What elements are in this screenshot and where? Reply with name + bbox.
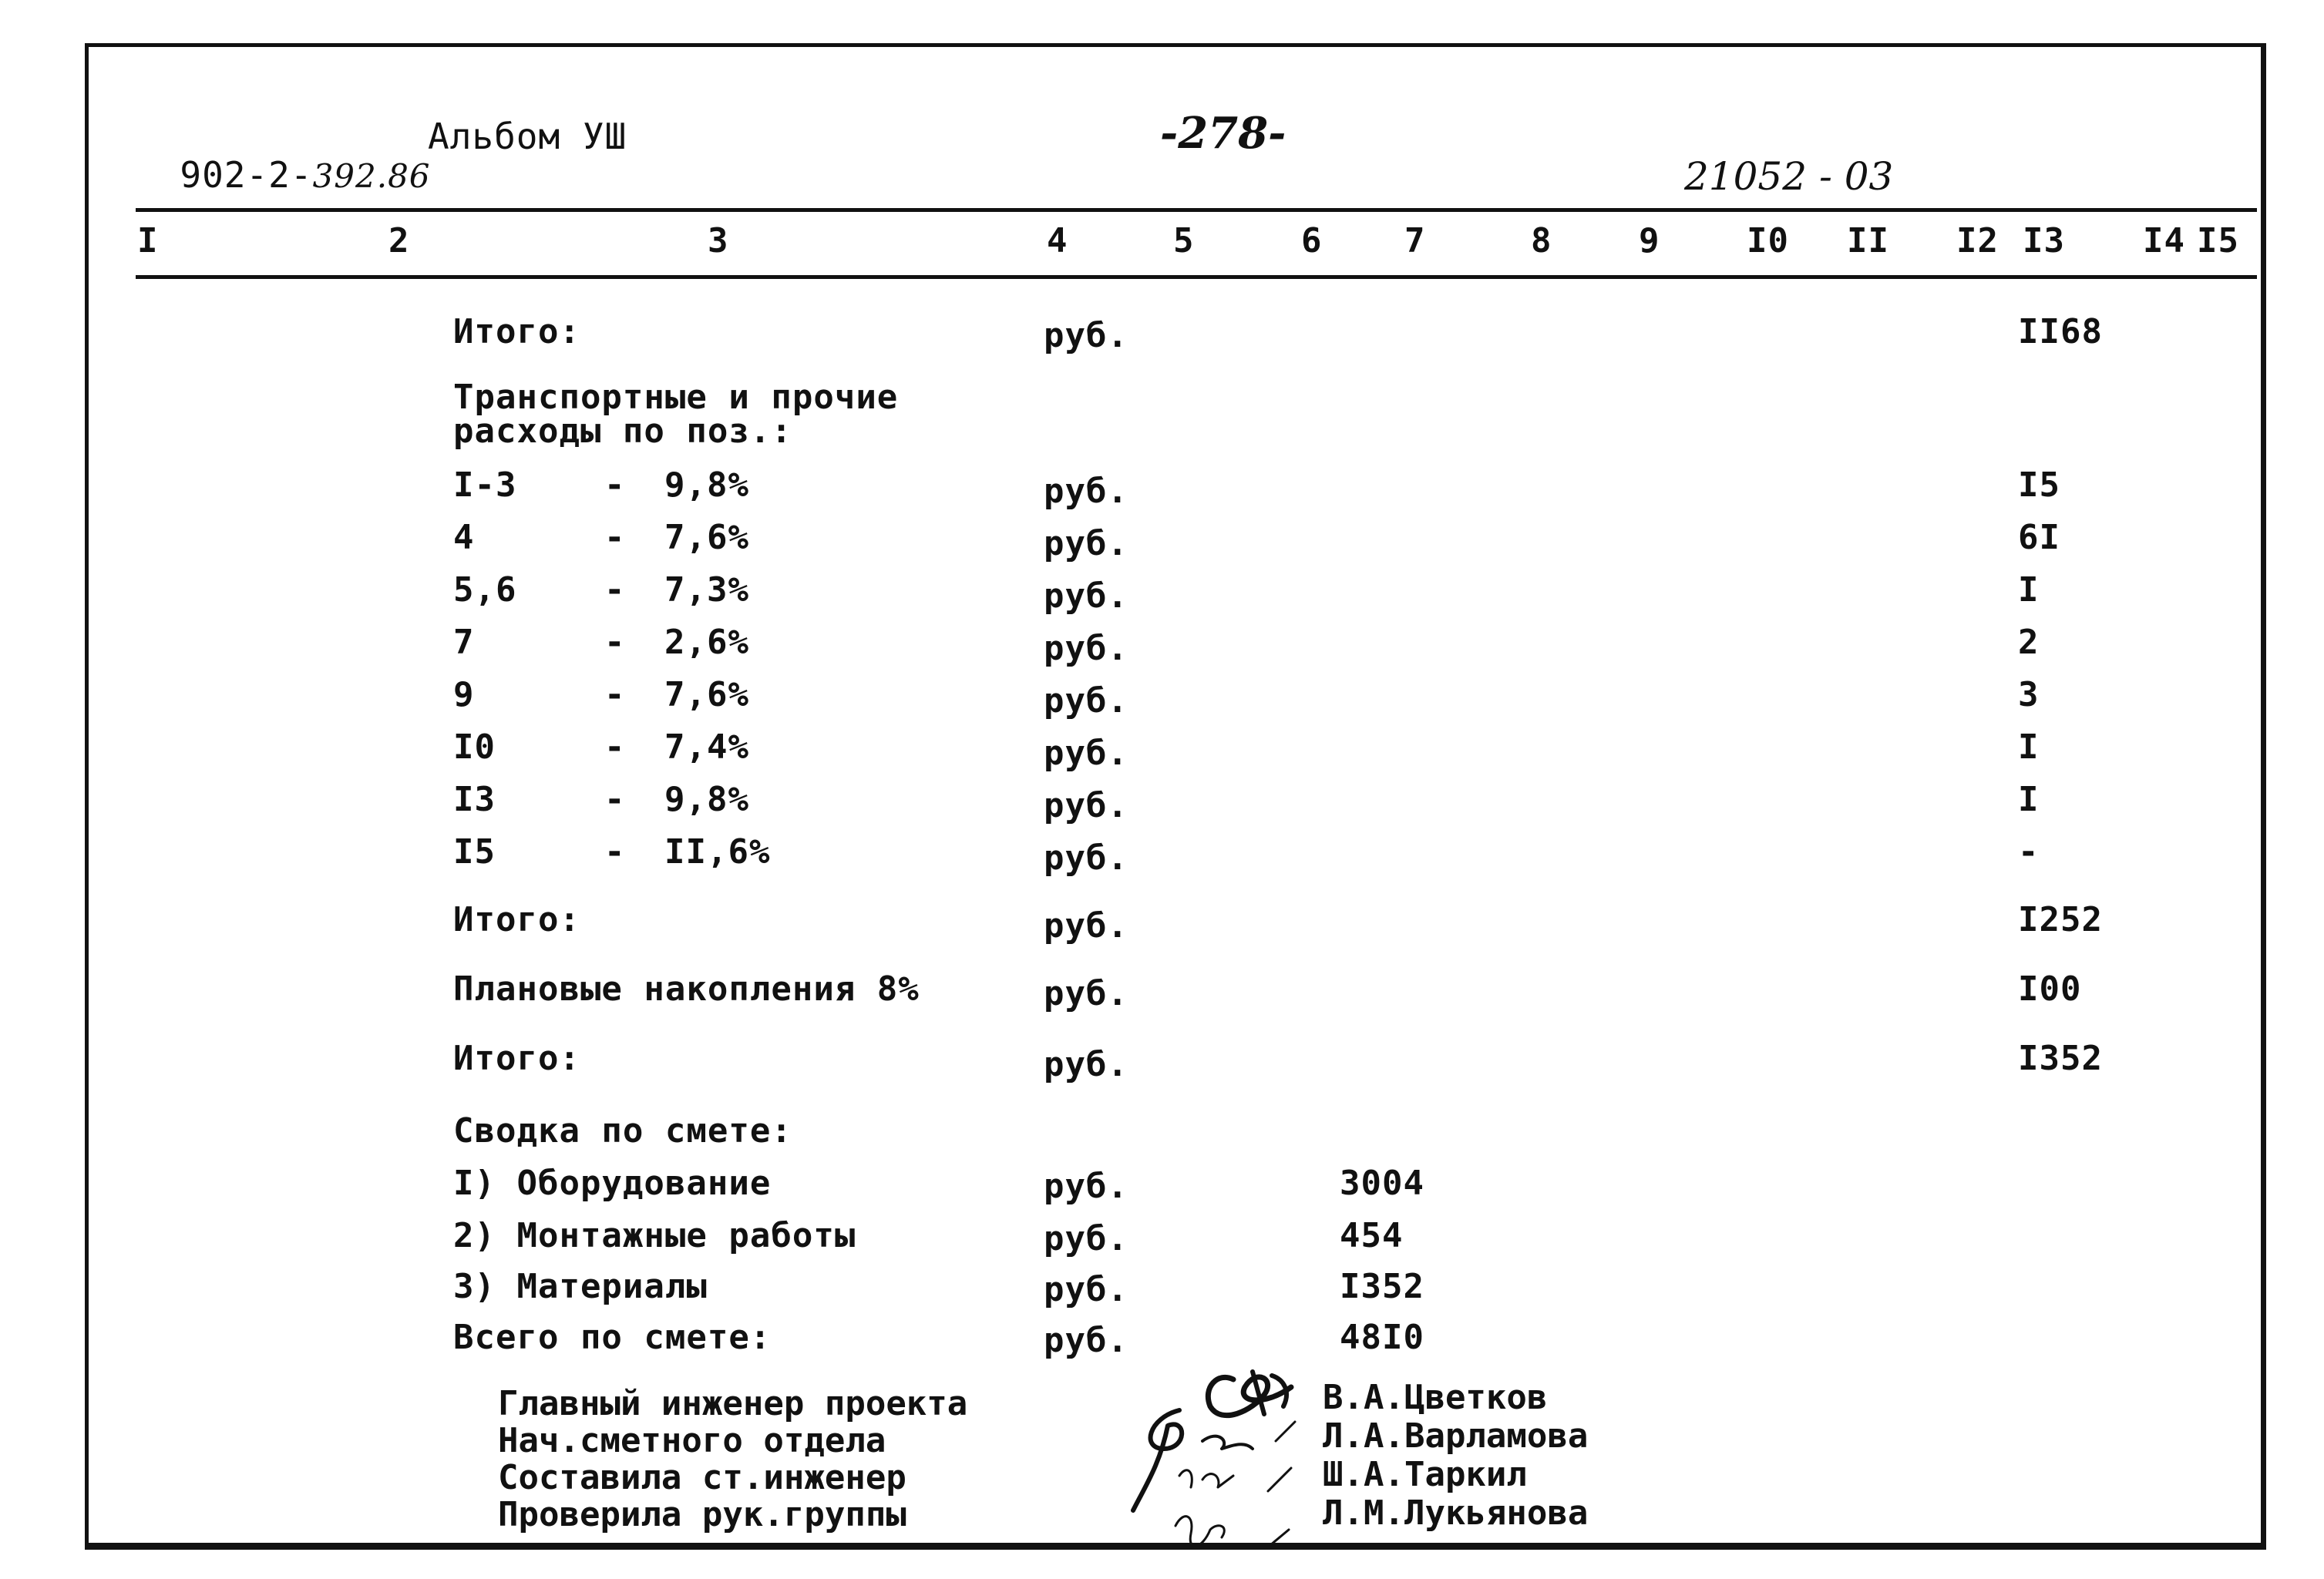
percent-cell: 7,6% [664,675,749,714]
dash-cell: - [604,570,626,610]
unit-cell: руб. [1044,629,1128,668]
transport-title: расходы по поз.: [453,412,792,451]
unit-cell: руб. [1044,472,1128,511]
percent-cell: II,6% [664,832,771,872]
unit-cell: руб. [1044,524,1128,563]
col-number: II [1847,221,1889,260]
col-number: I5 [2197,221,2239,260]
unit-cell: руб. [1044,838,1128,878]
unit-cell: руб. [1044,576,1128,616]
col-number: I2 [1956,221,1999,260]
handwritten-signatures [1087,1333,1341,1564]
dash-cell: - [604,675,626,714]
position-cell: I5 [453,832,496,872]
col-number: 3 [708,221,729,260]
unit-cell: руб. [1044,1321,1128,1360]
position-cell: 7 [453,623,475,662]
value-cell: 2 [2018,623,2040,662]
unit-cell: руб. [1044,974,1128,1013]
col-number: I4 [2143,221,2185,260]
col-number: I0 [1747,221,1789,260]
signer-role: Составила ст.инженер [498,1458,906,1497]
signer-role: Нач.сметного отдела [498,1421,886,1460]
unit-cell: руб. [1044,734,1128,773]
transport-title: Транспортные и прочие [453,378,899,417]
value-cell: 6I [2018,518,2060,557]
position-cell: 4 [453,518,475,557]
summary-label: I) Оборудование [453,1164,772,1203]
dash-cell: - [604,623,626,662]
unit-cell: руб. [1044,906,1128,946]
unit-cell: руб. [1044,786,1128,825]
sheet-code: 21052 - 03 [1684,154,1894,199]
unit-cell: руб. [1044,316,1128,355]
itogo-label: Итого: [453,312,580,351]
value-cell: I [2018,780,2040,819]
page-number: -278- [1160,108,1286,159]
value-cell: I00 [2018,969,2082,1009]
col-number: I3 [2023,221,2065,260]
album-label: Альбом УШ [428,116,627,157]
doc-handwritten-number: 392.86 [312,157,431,195]
col-number: 5 [1173,221,1195,260]
unit-cell: руб. [1044,681,1128,721]
signer-name: Л.М.Лукьянова [1323,1493,1589,1533]
percent-cell: 7,6% [664,518,749,557]
percent-cell: 9,8% [664,780,749,819]
col-number: 7 [1404,221,1426,260]
summary-label: 3) Материалы [453,1267,708,1306]
col-number: I [137,221,159,260]
value-cell: I352 [2018,1039,2103,1078]
value-cell: 3004 [1340,1164,1424,1203]
value-cell: I [2018,727,2040,767]
signer-name: Ш.А.Таркил [1323,1455,1527,1494]
summary-title: Сводка по смете: [453,1111,792,1151]
header-bottom-rule [136,275,2257,279]
position-cell: I3 [453,780,496,819]
summary-label: 2) Монтажные работы [453,1216,856,1255]
unit-cell: руб. [1044,1219,1128,1258]
position-cell: I-3 [453,465,517,505]
summary-label: Всего по смете: [453,1318,772,1357]
value-cell: 48I0 [1340,1318,1424,1357]
planned-accumulation-label: Плановые накопления 8% [453,969,920,1009]
percent-cell: 9,8% [664,465,749,505]
value-cell: 3 [2018,675,2040,714]
dash-cell: - [604,727,626,767]
signer-name: В.А.Цветков [1323,1378,1548,1417]
signer-name: Л.А.Варламова [1323,1416,1589,1456]
value-cell: I252 [2018,900,2103,939]
doc-number [136,113,431,196]
value-cell: I352 [1340,1267,1424,1306]
position-cell: I0 [453,727,496,767]
col-number: 8 [1531,221,1552,260]
header-top-rule [136,208,2257,212]
unit-cell: руб. [1044,1045,1128,1084]
col-number: 9 [1639,221,1660,260]
signer-role: Главный инженер проекта [498,1384,968,1423]
itogo-label: Итого: [453,900,580,939]
dash-cell: - [604,832,626,872]
position-cell: 5,6 [453,570,517,610]
dash-cell: - [604,465,626,505]
value-cell: I [2018,570,2040,610]
percent-cell: 2,6% [664,623,749,662]
col-number: 4 [1047,221,1068,260]
value-cell: II68 [2018,312,2103,351]
col-number: 6 [1301,221,1323,260]
value-cell: I5 [2018,465,2060,505]
unit-cell: руб. [1044,1270,1128,1309]
signer-role: Проверила рук.группы [498,1495,906,1534]
position-cell: 9 [453,675,475,714]
percent-cell: 7,4% [664,727,749,767]
unit-cell: руб. [1044,1167,1128,1206]
doc-prefix: 902-2- [180,154,313,196]
value-cell: - [2018,832,2040,872]
page-frame [85,43,2266,1550]
value-cell: 454 [1340,1216,1404,1255]
dash-cell: - [604,780,626,819]
dash-cell: - [604,518,626,557]
col-number: 2 [388,221,410,260]
percent-cell: 7,3% [664,570,749,610]
itogo-label: Итого: [453,1039,580,1078]
